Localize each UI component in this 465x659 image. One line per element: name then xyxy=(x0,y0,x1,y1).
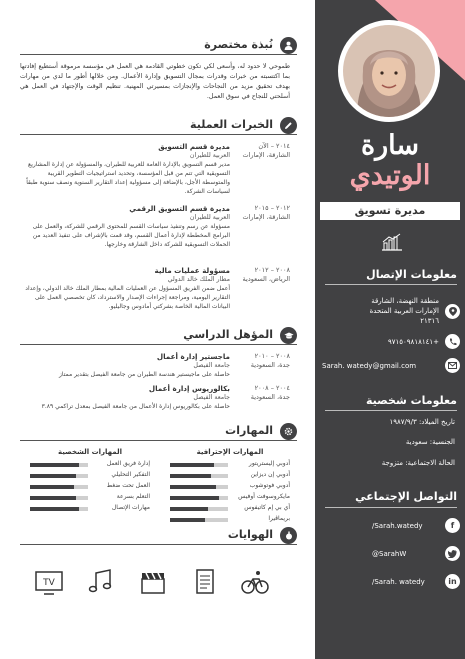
skill-row xyxy=(170,515,290,526)
pen-icon xyxy=(280,117,297,134)
skills-section-header xyxy=(20,424,297,440)
item-title: بكالوريوس إدارة أعمال xyxy=(148,384,230,393)
skill-label: العمل تحت ضغط xyxy=(106,482,150,489)
skill-bar xyxy=(30,474,88,478)
skill-label: بريماڤيرا xyxy=(268,515,290,522)
profile-photo xyxy=(338,20,440,122)
tv-icon xyxy=(34,568,64,596)
item-title: مديرة قسم التسويق xyxy=(158,142,230,151)
item-org: جامعة الفيصل xyxy=(193,362,230,369)
skill-bar xyxy=(30,463,88,467)
item-date: ٢٠٠٨ – ٢٠١٢ xyxy=(254,266,290,274)
personal-skills-heading: المهارات الشخصية xyxy=(57,448,123,456)
social-heading: التواصل الإجتماعي xyxy=(355,490,457,503)
item-location: الرياض، السعودية xyxy=(242,275,290,283)
hobby-icon xyxy=(280,527,297,544)
item-org: العربية للطيران xyxy=(189,152,230,159)
skill-bar-fill xyxy=(30,485,74,489)
contact-heading: معلومات الإتصال xyxy=(366,268,457,281)
reading-icon xyxy=(190,568,220,596)
skill-label: أي بي إم كاتيفوس xyxy=(244,504,290,511)
item-desc: أعمل ضمن الفريق المسؤول عن العمليات المالية بمطار الملك خالد الدولي، وإعداد التقارير اليومية، ومراجعة إجراءات الإصدار والاسترداد، كان تخصصي العمل على البيانات المالية الخاصة بشركتي أمادوس وجاليليو. xyxy=(25,285,230,310)
education-section-header xyxy=(20,328,297,344)
user-icon xyxy=(280,37,297,54)
experience-item xyxy=(20,204,290,254)
last-name: الوتيدي xyxy=(349,160,431,191)
skill-row xyxy=(30,504,150,515)
skill-row xyxy=(30,482,150,493)
skill-label: أدوبي إليستريتور xyxy=(248,460,290,467)
job-title: مديرة تسويق xyxy=(320,202,460,220)
personal-skills xyxy=(30,448,150,515)
skill-row xyxy=(30,460,150,471)
facebook-handle[interactable]: /Sarah.watedy xyxy=(372,521,423,530)
hobbies-heading: الهوايات xyxy=(227,528,273,541)
graduation-cap-icon xyxy=(280,327,297,344)
item-location: جدة، السعودية xyxy=(250,361,290,369)
skill-bar-fill xyxy=(30,496,76,500)
item-desc: مدير قسم التسويق بالإدارة العامة للعربية للطيران، والمسؤولة عن إدارة المشاريع التسويقية التي تتم من قبل المؤسسة، وتحديد استراتيجيات التطوير القريبة والمتوسطة الأجل، بالإضافة إلى مسؤولية إعداد التقارير السنوية ونصف سنوية طبقاً لسياسات الشركة. xyxy=(26,161,230,195)
skill-bar-fill xyxy=(30,474,76,478)
email-text[interactable]: Sarah. watedy@gmail.com xyxy=(322,361,417,370)
skill-label: إدارة فريق العمل xyxy=(106,460,150,467)
skill-bar-fill xyxy=(170,485,216,489)
skill-bar-fill xyxy=(30,507,79,511)
item-desc: حاصلة على ماجيستير هندسة الطيران من جامعة الفيصل بتقدير ممتاز xyxy=(59,371,230,378)
item-title: مديرة قسم التسويق الرقمي xyxy=(129,204,230,213)
skill-list xyxy=(170,460,290,526)
experience-heading: الخبرات العملية xyxy=(190,118,273,131)
skill-row xyxy=(170,471,290,482)
cycling-icon xyxy=(240,568,270,596)
skill-list xyxy=(30,460,150,515)
item-date: ٢٠١٤ – الآن xyxy=(258,142,290,150)
skill-bar-fill xyxy=(170,474,211,478)
item-location: الشارقة، الإمارات xyxy=(242,213,290,221)
skill-row xyxy=(170,493,290,504)
experience-section-header xyxy=(20,118,297,134)
skill-bar xyxy=(30,507,88,511)
divider xyxy=(325,507,457,508)
experience-item xyxy=(20,266,290,316)
item-location: جدة، السعودية xyxy=(250,393,290,401)
skill-label: مهارات الإتصال xyxy=(111,504,150,511)
skill-bar xyxy=(170,485,228,489)
education-heading: المؤهل الدراسي xyxy=(183,328,273,341)
divider xyxy=(20,344,297,345)
item-location: الشارقة، الإمارات xyxy=(242,151,290,159)
skill-bar-fill xyxy=(30,463,79,467)
social-linkedin[interactable] xyxy=(322,574,460,589)
first-name: سارة xyxy=(360,130,420,161)
bar-chart-icon xyxy=(380,232,404,252)
summary-text: طموحي لا حدود له، وأسعى لكي تكون خطوتي القادمة هي العمل في مؤسسة مرموقة أستطيع إفادتها بما اكتسبته من خبرات وقدرات بمجال التسويق وإدارة الأعمال. ومن خلالها أطور ما لدي من مهارات بهدف تحقيق مزيد من النجاحات والإنجازات بمسيرتي المهنية. تنظيم الوقت والإجتهاد في العمل هي أسلحتي للنجاح في سوق العمل. xyxy=(20,63,290,100)
skill-bar xyxy=(170,496,228,500)
skill-bar xyxy=(170,507,228,511)
skill-row xyxy=(170,504,290,515)
film-clapper-icon xyxy=(138,568,168,596)
skill-bar-fill xyxy=(170,507,208,511)
nationality: الجنسية: سعودية xyxy=(405,438,455,446)
skill-label: أدوبي إن ديزاين xyxy=(250,471,290,478)
contact-phone xyxy=(322,334,460,349)
skill-bar-fill xyxy=(170,518,205,522)
summary-heading: نُبذة مختصرة xyxy=(204,38,273,51)
item-date: ٢٠٠٨ – ٢٠١٠ xyxy=(254,352,290,360)
professional-skills xyxy=(170,448,290,526)
item-desc: حاصلة على بكالوريوس إدارة الأعمال من جامعة الفيصل بمعدل تراكمي ٣.٨٩ xyxy=(41,403,230,410)
address-text: منطقة النهضة، الشارقة الإمارات العربية المتحدة ٢١٣١٦ xyxy=(369,297,439,325)
skill-row xyxy=(30,471,150,482)
linkedin-handle[interactable]: /Sarah. watedy xyxy=(372,577,425,586)
music-note-icon xyxy=(86,568,116,596)
skill-label: مايكروسوفت أوفيس xyxy=(238,493,290,500)
item-title: ماجستير إدارة أعمال xyxy=(156,352,230,361)
divider xyxy=(20,440,297,441)
skill-label: التعلم بسرعة xyxy=(116,493,150,500)
item-date: ٢٠٠٤ – ٢٠٠٨ xyxy=(254,384,290,392)
summary-section-header xyxy=(20,38,297,54)
skill-bar xyxy=(30,496,88,500)
phone-icon xyxy=(445,334,460,349)
divider xyxy=(20,54,297,55)
divider xyxy=(20,544,297,545)
skills-heading: المهارات xyxy=(225,424,273,437)
skill-label: التفكير التحليلي xyxy=(111,471,150,478)
location-pin-icon xyxy=(445,304,460,319)
divider xyxy=(325,284,457,285)
social-twitter[interactable] xyxy=(322,546,460,561)
skill-bar-fill xyxy=(170,463,214,467)
item-date: ٢٠١٢ – ٢٠١٥ xyxy=(254,204,290,212)
item-title: مسؤولة عمليات مالية xyxy=(154,266,230,275)
skill-row xyxy=(170,482,290,493)
divider xyxy=(20,134,297,135)
gear-icon xyxy=(280,423,297,440)
marital-status: الحالة الاجتماعية: متزوجة xyxy=(381,459,455,467)
social-facebook[interactable] xyxy=(322,518,460,533)
tv-label: TV xyxy=(43,578,55,588)
skill-row xyxy=(30,493,150,504)
skill-bar xyxy=(170,518,228,522)
contact-email xyxy=(322,358,460,373)
hobbies-section-header xyxy=(20,528,297,544)
phone-text[interactable]: +٩٧١٥٠٩٨١٨١٤١ xyxy=(388,337,439,346)
divider xyxy=(325,410,457,411)
skill-label: أدوبي فوتوشوب xyxy=(249,482,290,489)
education-item xyxy=(20,352,290,382)
skill-bar-fill xyxy=(170,496,219,500)
profile-portrait-icon xyxy=(343,25,435,117)
experience-item xyxy=(20,142,290,195)
skill-bar xyxy=(170,463,228,467)
education-item xyxy=(20,384,290,414)
twitter-icon[interactable] xyxy=(445,546,460,561)
linkedin-icon[interactable]: in xyxy=(445,574,460,589)
email-icon xyxy=(445,358,460,373)
item-desc: مسؤولة عن رسم وتنفيذ سياسات القسم للمحتوى الرقمي للشركة، والعمل على البرامج المخططة لإدارة أعمال القسم، وقد قمت بالإشراف على تنفيذ العديد من الحملات التسويقية للشركة داخل الشارقة وخارجها. xyxy=(32,223,230,248)
contact-address xyxy=(322,296,460,326)
skill-bar xyxy=(170,474,228,478)
skill-bar xyxy=(30,485,88,489)
item-org: العربية للطيران xyxy=(189,214,230,221)
item-org: جامعة الفيصل xyxy=(193,394,230,401)
facebook-icon[interactable]: f xyxy=(445,518,460,533)
item-org: مطار الملك خالد الدولي xyxy=(167,276,230,283)
birth-date: تاريخ الميلاد: ١٩٨٧/٩/٣ xyxy=(389,418,455,426)
twitter-handle[interactable]: @SarahW xyxy=(372,549,407,558)
skill-row xyxy=(170,460,290,471)
personal-heading: معلومات شخصية xyxy=(366,394,457,407)
professional-skills-heading: المهارات الإحترافية xyxy=(196,448,264,456)
